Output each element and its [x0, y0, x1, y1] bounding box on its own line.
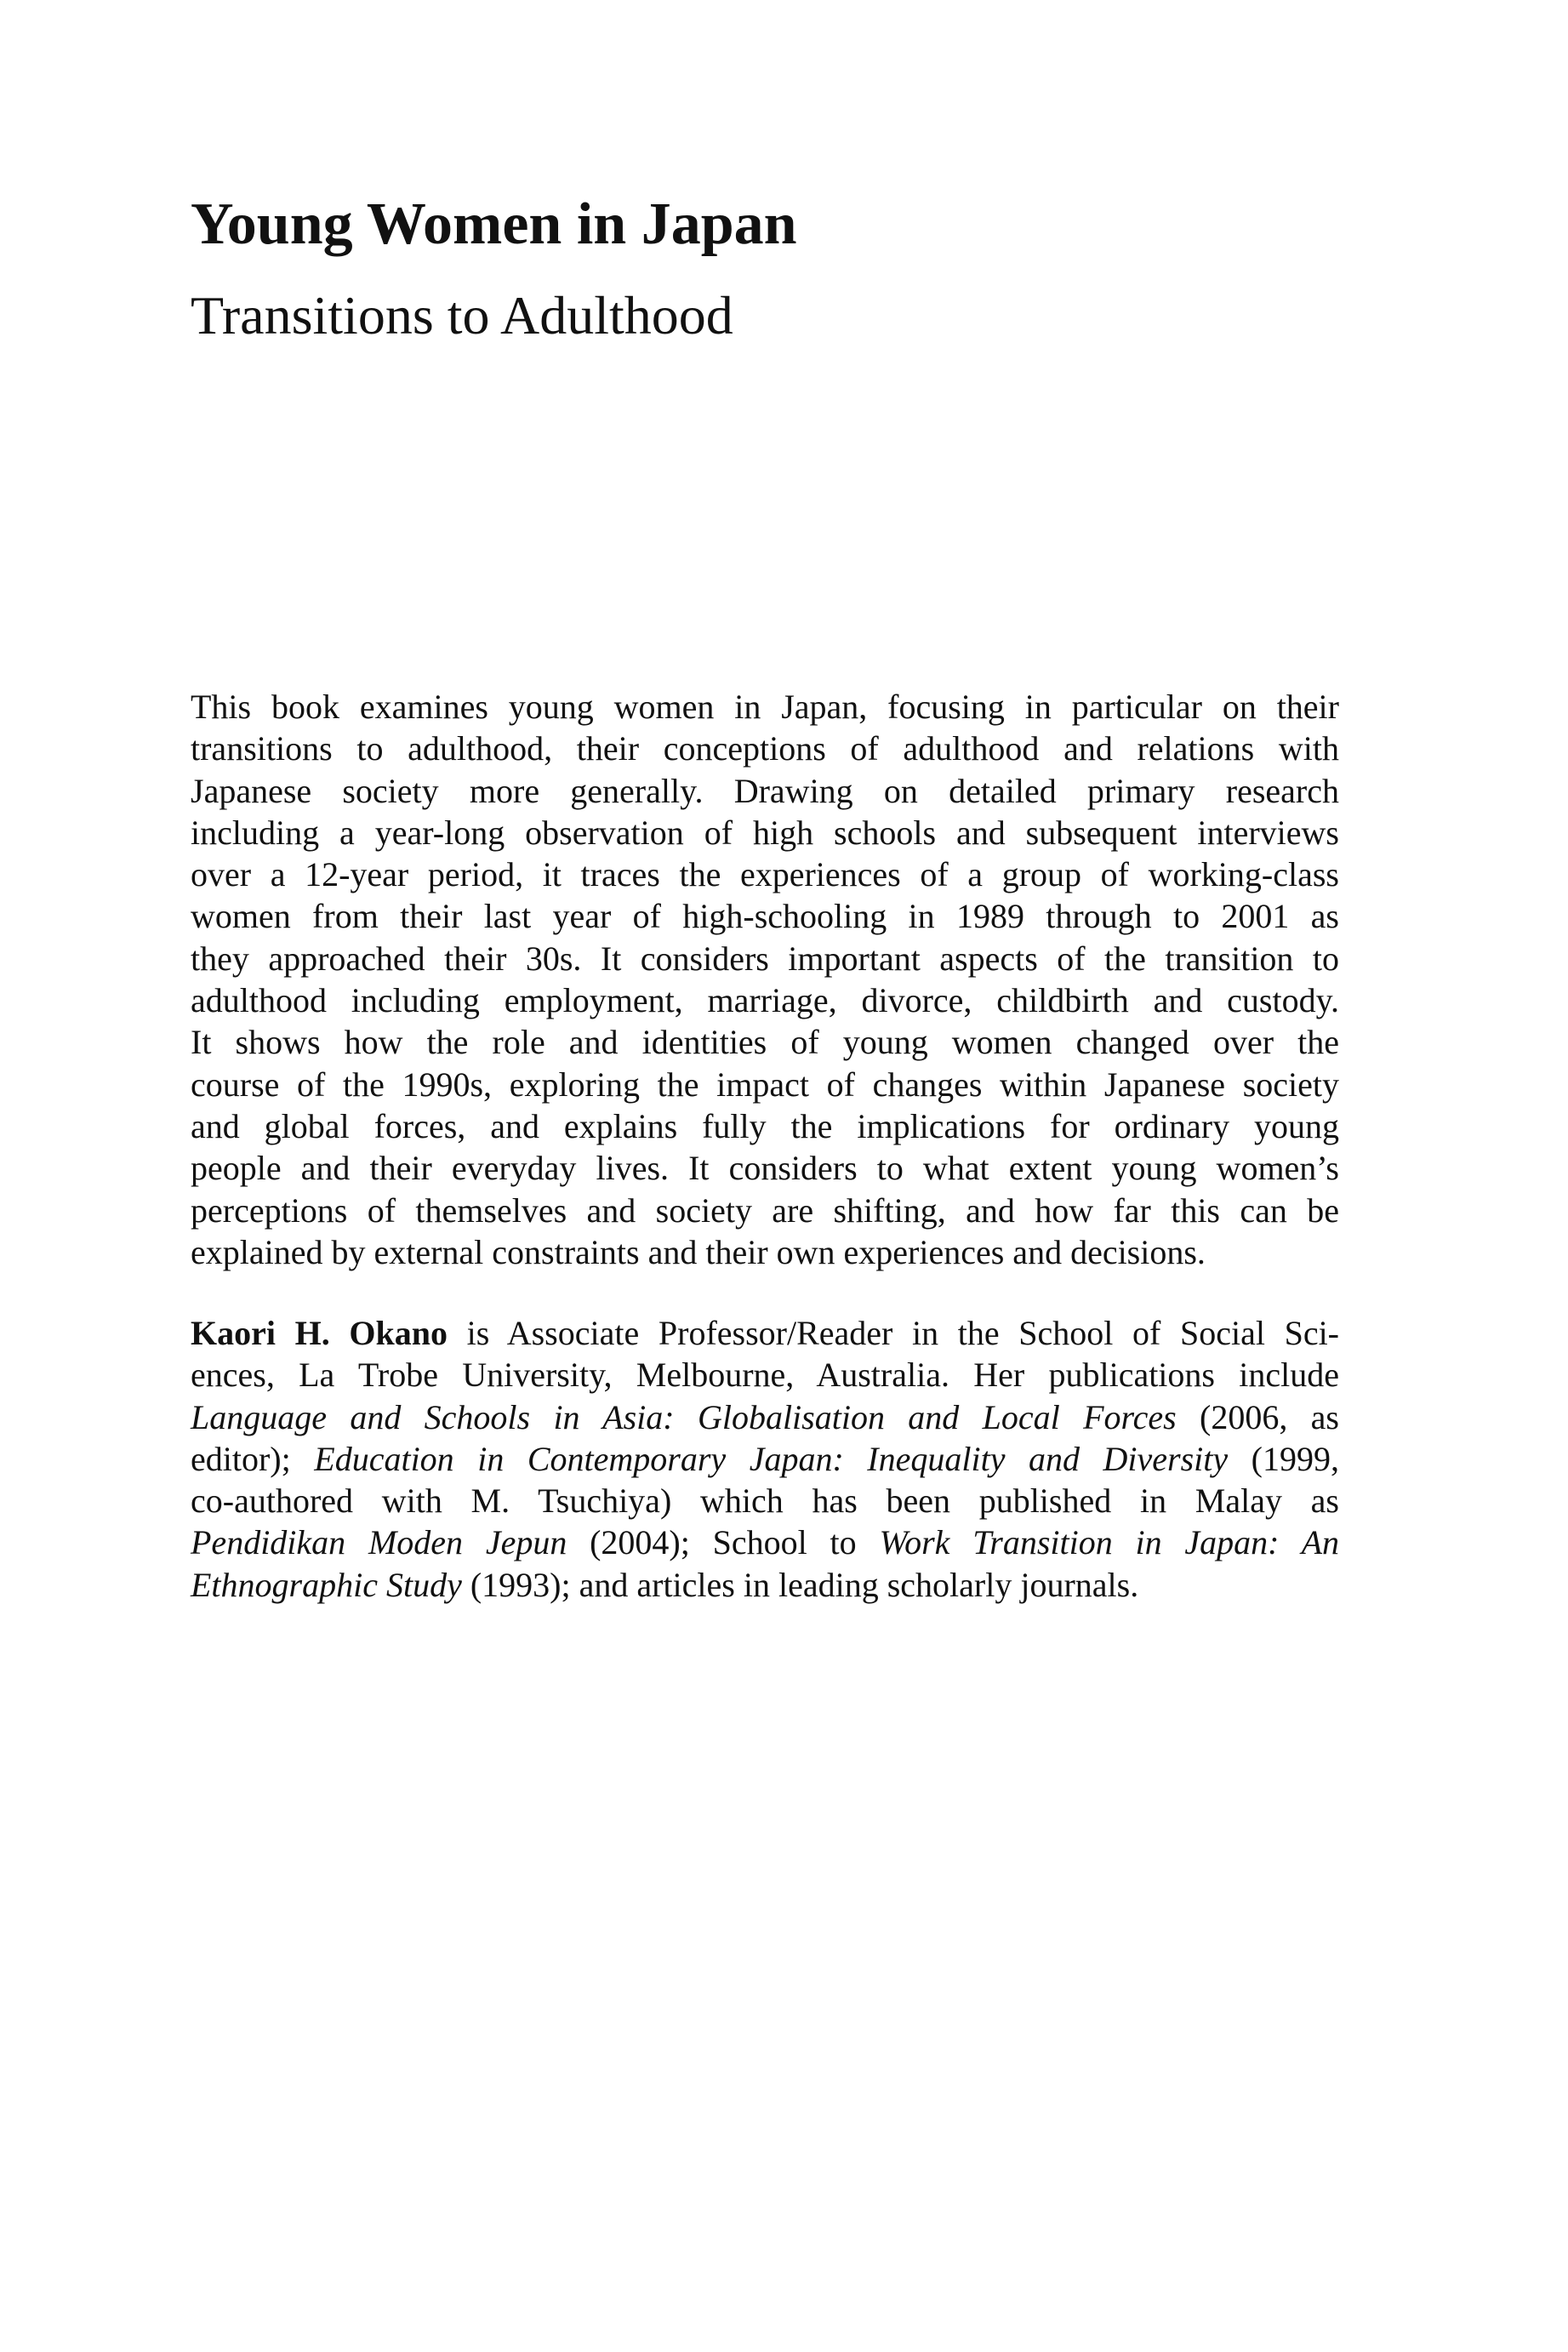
- book-subtitle: Transitions to Adulthood: [191, 285, 733, 345]
- description-line: It shows how the role and identities of young women changed over the: [191, 1023, 1339, 1062]
- publication-title: Education in Contemporary Japan: Inequality and Diversity: [314, 1439, 1229, 1478]
- author-name: Kaori H. Okano: [191, 1314, 448, 1352]
- bio-line: [191, 1564, 1339, 1606]
- book-title: Young Women in Japan: [191, 191, 797, 257]
- description-line: explained by external constraints and their own experiences and decisions.: [191, 1232, 1206, 1271]
- book-description: [191, 686, 1339, 1273]
- publication-title: Ethnographic Study: [191, 1565, 462, 1604]
- description-line: adulthood including employment, marriage, divorce, childbirth and custody.: [191, 981, 1339, 1020]
- bio-line: [191, 1521, 1339, 1563]
- bio-line: ences, La Trobe University, Melbourne, Australia. Her publications include: [191, 1356, 1339, 1395]
- bio-text: is Associate Professor/Reader in the School of Social Sci-: [447, 1314, 1340, 1352]
- description-line: perceptions of themselves and society are shifting, and how far this can be: [191, 1190, 1339, 1230]
- description-line: course of the 1990s, exploring the impact of changes within Japanese society: [191, 1065, 1339, 1104]
- description-line: women from their last year of high-schooling in 1989 through to 2001 as: [191, 897, 1339, 936]
- publication-title: Work Transition in Japan: An: [879, 1523, 1339, 1562]
- publication-note: (1999,: [1228, 1439, 1339, 1478]
- bio-text: editor);: [191, 1439, 315, 1478]
- description-line: they approached their 30s. It considers important aspects of the transition to: [191, 939, 1339, 978]
- description-line: This book examines young women in Japan, focusing in particular on their: [191, 688, 1339, 726]
- bio-line: co-authored with M. Tsuchiya) which has been published in Malay as: [191, 1481, 1339, 1521]
- bio-line: [191, 1438, 1339, 1480]
- bio-line: [191, 1312, 1339, 1354]
- description-line: transitions to adulthood, their conceptions of adulthood and relations with: [191, 729, 1339, 768]
- bio-line: [191, 1396, 1339, 1438]
- publication-title: Pendidikan Moden Jepun: [191, 1523, 567, 1562]
- publication-note: (2004); School to: [567, 1523, 880, 1562]
- publication-title: Language and Schools in Asia: Globalisation and Local Forces: [191, 1397, 1177, 1436]
- author-bio: [191, 1312, 1339, 1606]
- description-line: people and their everyday lives. It considers to what extent young women’s: [191, 1149, 1339, 1188]
- description-line: and global forces, and explains fully the implications for ordinary young: [191, 1106, 1339, 1145]
- description-line: including a year-long observation of high schools and subsequent interviews: [191, 813, 1339, 852]
- description-line: Japanese society more generally. Drawing on detailed primary research: [191, 771, 1339, 810]
- description-line: over a 12-year period, it traces the experiences of a group of working-class: [191, 855, 1339, 894]
- publication-note: (2006, as: [1176, 1397, 1340, 1436]
- bio-text: (1993); and articles in leading scholarly journals.: [461, 1565, 1139, 1604]
